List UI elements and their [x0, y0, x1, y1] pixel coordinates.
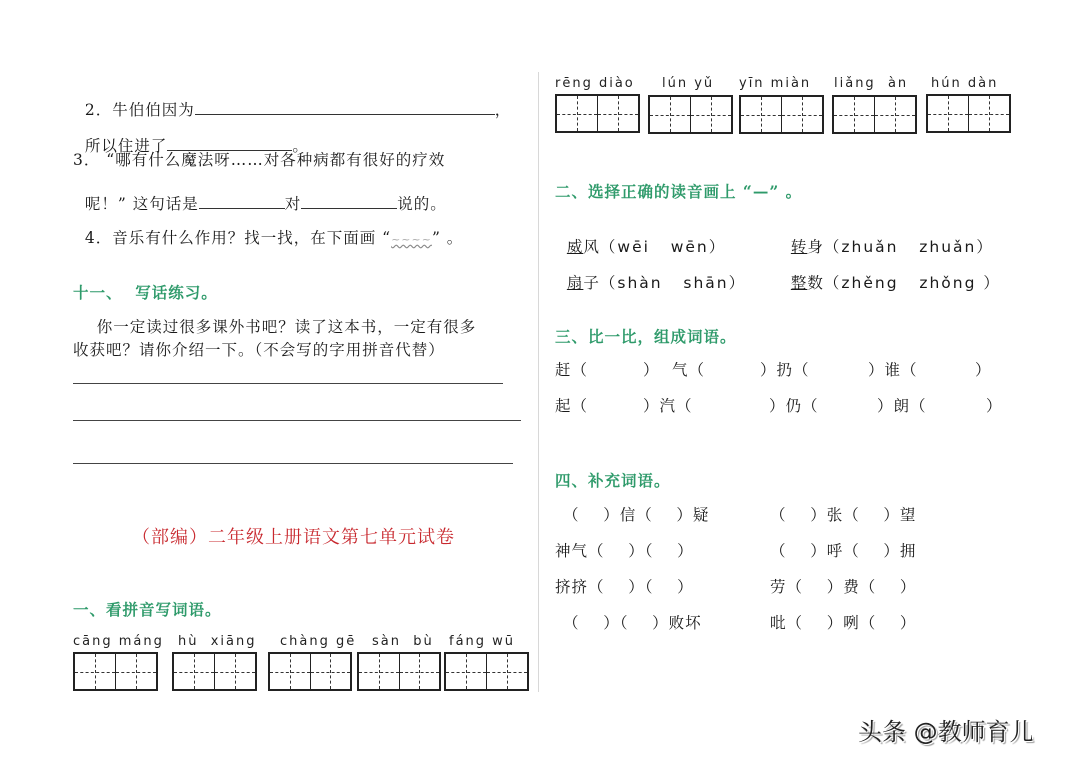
underlined-char: 威	[566, 238, 584, 256]
pinyin-label: chàng gē	[280, 634, 357, 649]
section-2-heading: 二、选择正确的读音画上 “—” 。	[555, 182, 803, 201]
question-4-prefix: 4．音乐有什么作用？找一找，在下面画 “	[84, 229, 392, 247]
compare-item: ）汽（	[643, 397, 693, 415]
grid-cell[interactable]	[75, 654, 116, 689]
watermark: 头条 @教师育儿	[858, 718, 1034, 746]
idiom-fill-right[interactable]: （ ）呼（ ）拥	[770, 542, 917, 560]
pinyin-label: liǎng àn	[834, 76, 909, 91]
pinyin-label: hún dàn	[931, 76, 999, 91]
idiom-fill-left[interactable]: （ ）信（ ）疑	[563, 506, 710, 524]
question-3-mid: 对	[284, 195, 302, 213]
pinyin-label: fáng wū	[449, 634, 516, 649]
answer-blank[interactable]	[199, 192, 285, 209]
question-2-line2-prefix: 所以住进了	[84, 137, 168, 155]
section-1-heading: 一、看拼音写词语。	[73, 600, 222, 619]
comma: ，	[494, 101, 512, 119]
writing-line-1[interactable]	[73, 383, 503, 384]
grid-cell[interactable]	[400, 654, 440, 689]
underlined-char: 整	[790, 274, 808, 292]
section-4-heading: 四、补充词语。	[555, 471, 671, 490]
pronunciation-item	[779, 217, 994, 257]
compare-item: 起（	[555, 397, 589, 415]
character-grid[interactable]	[648, 95, 733, 134]
compare-item: 气（	[672, 361, 706, 379]
pronunciation-item	[779, 253, 1001, 293]
pronunciation-item	[555, 253, 746, 293]
pinyin-label: sàn bù	[372, 634, 434, 649]
character-grid[interactable]	[832, 95, 917, 134]
pinyin-options[interactable]: （zhěng zhǒng ）	[823, 274, 1001, 292]
grid-cell[interactable]	[834, 97, 875, 132]
pinyin-options[interactable]: （zhuǎn zhuǎn）	[823, 238, 994, 256]
character-grid[interactable]	[926, 94, 1011, 133]
writing-line-2[interactable]	[73, 420, 521, 421]
pinyin-label: rēng diào	[555, 76, 635, 91]
compare-item: ）谁（	[868, 361, 918, 379]
question-3-suffix: 说的。	[397, 195, 447, 213]
grid-cell[interactable]	[487, 654, 527, 689]
pinyin-label: lún yǔ	[662, 76, 715, 91]
grid-cell[interactable]	[215, 654, 255, 689]
idiom-fill-right[interactable]: （ ）张（ ）望	[770, 506, 917, 524]
char: 数	[807, 274, 824, 292]
grid-cell[interactable]	[928, 96, 969, 131]
grid-cell[interactable]	[691, 97, 731, 132]
compare-item: ）朗（	[877, 397, 927, 415]
grid-cell[interactable]	[359, 654, 400, 689]
compare-item: ）仍（	[769, 397, 819, 415]
section-11-prompt-line2: 收获吧？请你介绍一下。（不会写的字用拼音代替）	[73, 341, 445, 359]
grid-cell[interactable]	[270, 654, 311, 689]
grid-cell[interactable]	[557, 96, 598, 131]
character-grid[interactable]	[739, 95, 824, 134]
char: 风	[583, 238, 600, 256]
grid-cell[interactable]	[174, 654, 215, 689]
section-3-heading: 三、比一比，组成词语。	[555, 327, 737, 346]
compare-paren: ）	[975, 361, 992, 379]
section-11-prompt-line1: 你一定读过很多课外书吧？读了这本书，一定有很多	[73, 318, 477, 336]
answer-blank[interactable]	[167, 134, 292, 151]
grid-cell[interactable]	[782, 97, 822, 132]
grid-cell[interactable]	[741, 97, 782, 132]
character-grid[interactable]	[172, 652, 257, 691]
idiom-fill-left[interactable]: 挤挤（ ）（ ）	[555, 578, 694, 596]
question-4-suffix: ” 。	[431, 229, 464, 247]
exam-title: （部编）二年级上册语文第七单元试卷	[132, 527, 455, 548]
period: 。	[292, 137, 309, 155]
question-4	[73, 208, 463, 250]
underlined-char: 扇	[566, 274, 584, 292]
idiom-fill-left[interactable]: （ ）（ ）败坏	[563, 614, 702, 632]
grid-cell[interactable]	[969, 96, 1009, 131]
answer-blank[interactable]	[301, 192, 397, 209]
character-grid[interactable]	[268, 652, 352, 691]
character-grid[interactable]	[357, 652, 441, 691]
pinyin-label: hù xiāng	[178, 634, 257, 649]
char: 身	[807, 238, 824, 256]
grid-cell[interactable]	[650, 97, 691, 132]
wavy-line-mark: ~~~~	[391, 233, 432, 246]
grid-cell[interactable]	[116, 654, 156, 689]
answer-blank[interactable]	[195, 98, 495, 115]
writing-line-3[interactable]	[73, 463, 513, 464]
underlined-char: 转	[790, 238, 808, 256]
character-grid[interactable]	[444, 652, 529, 691]
compare-item: 赶（	[555, 361, 589, 379]
compare-item: ）扔（	[760, 361, 810, 379]
pinyin-label: cāng máng	[73, 634, 164, 649]
question-3-line1: 3． “哪有什么魔法呀……对各种病都有很好的疗效	[73, 151, 446, 169]
section-11-heading: 十一、 写话练习。	[73, 283, 218, 302]
pinyin-label: yīn miàn	[739, 76, 812, 91]
char: 子	[583, 274, 600, 292]
character-grid[interactable]	[555, 94, 640, 133]
grid-cell[interactable]	[598, 96, 638, 131]
pronunciation-item	[555, 217, 726, 257]
question-2-prefix: 2．牛伯伯因为	[84, 101, 195, 119]
idiom-fill-right[interactable]: 吡（ ）咧（ ）	[770, 614, 917, 632]
idiom-fill-right[interactable]: 劳（ ）费（ ）	[770, 578, 917, 596]
grid-cell[interactable]	[311, 654, 351, 689]
character-grid[interactable]	[73, 652, 158, 691]
pinyin-options[interactable]: （shàn shān）	[599, 274, 747, 292]
question-3-prefix: 呢！” 这句话是	[84, 195, 199, 213]
compare-paren: ）	[643, 361, 660, 379]
pinyin-options[interactable]: （wēi wēn）	[599, 238, 727, 256]
idiom-fill-left[interactable]: 神气（ ）（ ）	[555, 542, 694, 560]
column-divider	[538, 72, 539, 692]
grid-cell[interactable]	[875, 97, 915, 132]
compare-paren: ）	[986, 397, 1003, 415]
grid-cell[interactable]	[446, 654, 487, 689]
